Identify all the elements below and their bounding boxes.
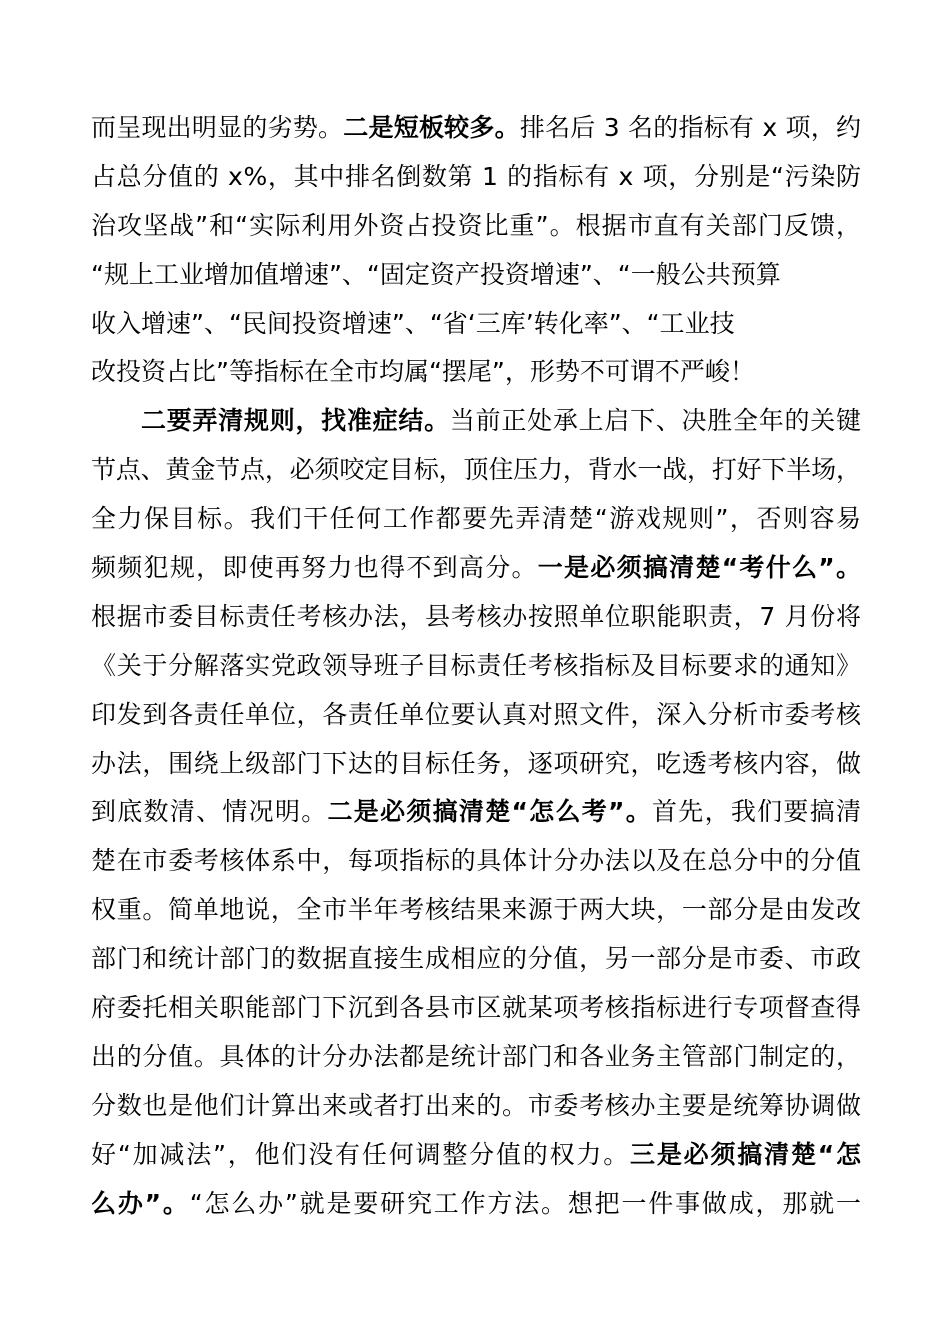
bold-text-segment: 二是必须搞清楚“怎么考”。 bbox=[327, 797, 653, 827]
text-line bbox=[91, 935, 861, 984]
bold-text-segment: 么办”。 bbox=[91, 1188, 190, 1218]
text-segment: 收入增速”、“民间投资增速”、“省‘三库’转化率”、“工业技 bbox=[91, 308, 735, 338]
text-line bbox=[91, 251, 861, 300]
text-segment: 节点、黄金节点，必须咬定目标，顶住压力，背水一战，打好下半场， bbox=[91, 455, 861, 485]
text-segment: “怎么办”就是要研究工作方法。想把一件事做成，那就一 bbox=[189, 1188, 863, 1218]
text-line bbox=[91, 153, 861, 202]
text-line bbox=[91, 642, 861, 691]
text-line bbox=[91, 300, 861, 349]
text-segment: 改投资占比”等指标在全市均属“摆尾”，形势不可谓不严峻！ bbox=[91, 357, 755, 387]
text-segment: 到底数清、情况明。 bbox=[91, 797, 328, 827]
text-segment: 频频犯规，即使再努力也得不到高分。 bbox=[91, 553, 538, 583]
text-segment: 根据市委目标责任考核办法，县考核办按照单位职能职责，7 月份将 bbox=[91, 601, 862, 631]
text-segment: 《关于分解落实党政领导班子目标责任考核指标及目标要求的通知》 bbox=[91, 650, 862, 680]
text-segment: 办法，围绕上级部门下达的目标任务，逐项研究，吃透考核内容，做 bbox=[91, 748, 862, 778]
text-line bbox=[91, 544, 861, 593]
text-segment: “规上工业增加值增速”、“固定资产投资增速”、“一般公共预算 bbox=[91, 259, 781, 289]
text-line bbox=[91, 886, 861, 935]
text-line bbox=[91, 1180, 861, 1229]
text-segment: 印发到各责任单位，各责任单位要认真对照文件，深入分析市委考核 bbox=[91, 699, 862, 729]
text-line bbox=[91, 202, 861, 251]
text-segment: 排名后 3 名的指标有 x 项，约 bbox=[519, 113, 862, 142]
text-segment: 首先，我们要搞清 bbox=[652, 797, 863, 827]
text-line bbox=[91, 104, 861, 153]
text-line bbox=[91, 593, 861, 642]
text-segment: 好“加减法”，他们没有任何调整分值的权力。 bbox=[91, 1139, 631, 1169]
bold-text-segment: 三是必须搞清楚“怎 bbox=[630, 1139, 863, 1169]
text-line bbox=[91, 691, 861, 740]
text-segment: 府委托相关职能部门下沉到各县市区就某项考核指标进行专项督查得 bbox=[91, 993, 862, 1023]
text-line bbox=[91, 984, 861, 1033]
text-line bbox=[91, 495, 861, 544]
text-line bbox=[91, 446, 861, 495]
bold-text-segment: 二要弄清规则，找准症结。 bbox=[141, 406, 450, 436]
text-line bbox=[91, 740, 861, 789]
text-line bbox=[91, 1082, 861, 1131]
text-segment: 部门和统计部门的数据直接生成相应的分值，另一部分是市委、市政 bbox=[91, 944, 862, 974]
bold-text-segment: 一是必须搞清楚“考什么”。 bbox=[537, 553, 863, 583]
text-segment: 分数也是他们计算出来或者打出来的。市委考核办主要是统筹协调做 bbox=[91, 1090, 862, 1120]
bold-text-segment: 二是短板较多。 bbox=[343, 113, 520, 142]
text-line bbox=[91, 348, 861, 397]
text-segment: 楚在市委考核体系中，每项指标的具体计分办法以及在总分中的分值 bbox=[91, 846, 862, 876]
text-line bbox=[91, 397, 861, 446]
text-line bbox=[91, 788, 861, 837]
text-segment: 而呈现出明显的劣势。 bbox=[91, 113, 344, 142]
text-segment: 当前正处承上启下、决胜全年的关键 bbox=[449, 406, 862, 436]
text-segment: 出的分值。具体的计分办法都是统计部门和各业务主管部门制定的， bbox=[91, 1041, 862, 1071]
text-line bbox=[91, 837, 861, 886]
text-segment: 治攻坚战”和“实际利用外资占投资比重”。根据市直有关部门反馈， bbox=[91, 210, 863, 240]
text-segment: 权重。简单地说，全市半年考核结果来源于两大块，一部分是由发改 bbox=[91, 895, 862, 925]
text-line bbox=[91, 1131, 861, 1180]
text-segment: 占总分值的 x%，其中排名倒数第 1 的指标有 x 项，分别是“污染防 bbox=[91, 161, 862, 191]
document-page bbox=[91, 104, 861, 1228]
text-segment: 全力保目标。我们干任何工作都要先弄清楚“游戏规则”，否则容易 bbox=[91, 504, 863, 534]
text-line bbox=[91, 1033, 861, 1082]
